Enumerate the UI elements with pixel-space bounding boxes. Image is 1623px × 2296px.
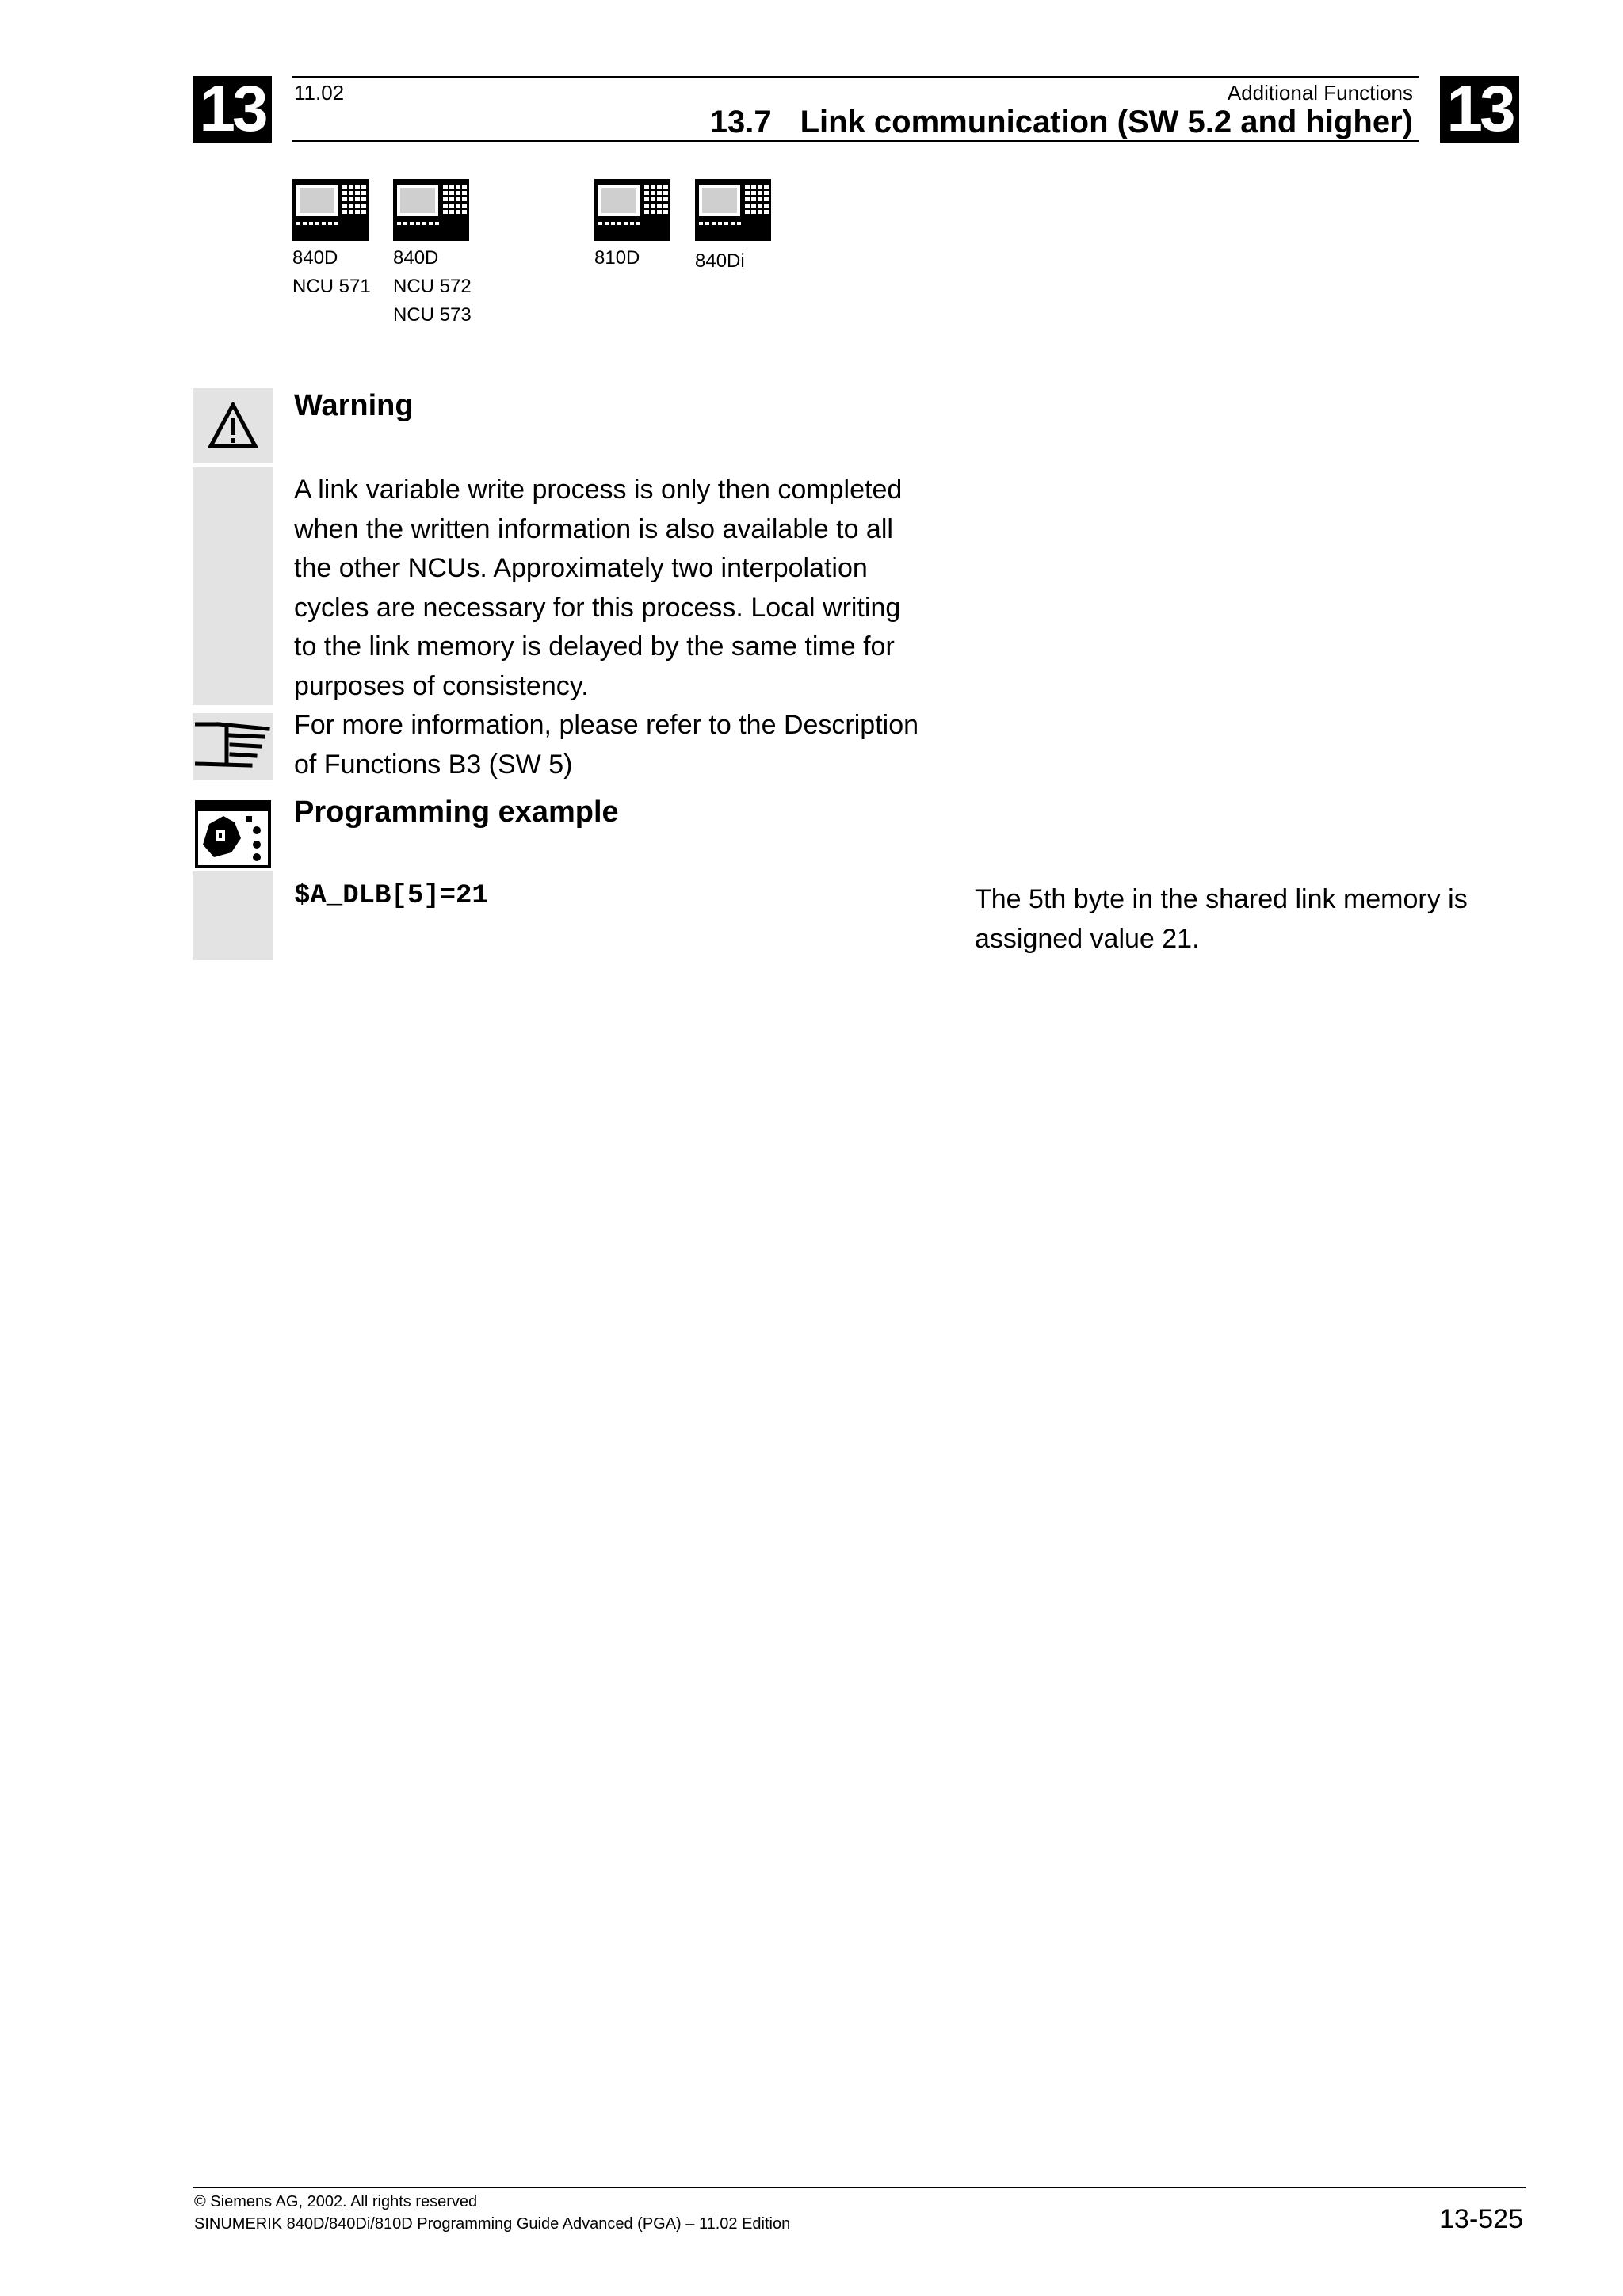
control-unit-icon: [393, 179, 469, 241]
reference-line: For more information, please refer to the Description: [294, 710, 919, 740]
control-label: 840D NCU 572 NCU 573: [393, 247, 472, 326]
warning-line: purposes of consistency.: [294, 670, 589, 701]
warning-heading: Warning: [294, 389, 414, 422]
margin-bar: [193, 871, 273, 960]
programming-example-icon: [195, 800, 271, 868]
warning-line: when the written information is also available to all: [294, 513, 893, 544]
control-label: 840D NCU 571: [292, 247, 371, 297]
header-top-rule: [292, 76, 1419, 78]
warning-line: the other NCUs. Approximately two interpolation: [294, 553, 868, 583]
section-number: 13.7: [709, 105, 772, 139]
header-date: 11.02: [294, 81, 345, 105]
chapter-number-left: 13: [193, 76, 272, 143]
warning-line: A link variable write process is only then completed: [294, 475, 903, 505]
control-unit-icon: [695, 179, 771, 241]
example-heading: Programming example: [294, 795, 619, 829]
control-label: 840Di: [695, 250, 745, 272]
footer-doc-title: SINUMERIK 840D/840Di/810D Programming Guide Advanced (PGA) – 11.02 Edition: [194, 2215, 791, 2233]
warning-icon: [208, 402, 258, 451]
section-title-text: Link communication (SW 5.2 and higher): [800, 105, 1413, 139]
warning-line: cycles are necessary for this process. Local writing: [294, 592, 901, 623]
footer-rule: [193, 2187, 1526, 2188]
example-comment: [975, 880, 1529, 959]
warning-line: to the link memory is delayed by the same time for: [294, 631, 895, 662]
warning-text: [294, 471, 976, 706]
example-comment-line: The 5th byte in the shared link memory is: [975, 884, 1468, 914]
chapter-number-right: 13: [1440, 76, 1519, 143]
header-bottom-rule: [292, 140, 1419, 142]
reference-text: [294, 706, 1007, 784]
pointing-hand-icon: [195, 716, 271, 776]
section-title: [555, 105, 1413, 140]
control-unit-icon: [292, 179, 369, 241]
example-code: $A_DLB[5]=21: [294, 881, 488, 911]
footer-copyright: © Siemens AG, 2002. All rights reserved: [194, 2193, 478, 2210]
reference-line: of Functions B3 (SW 5): [294, 749, 573, 780]
control-unit-icon: [594, 179, 670, 241]
page-number: 13-525: [1439, 2204, 1523, 2234]
header-chapter-title: Additional Functions: [1227, 81, 1413, 105]
margin-bar: [193, 467, 273, 705]
example-comment-line: assigned value 21.: [975, 923, 1200, 954]
control-label: 810D: [594, 247, 640, 269]
